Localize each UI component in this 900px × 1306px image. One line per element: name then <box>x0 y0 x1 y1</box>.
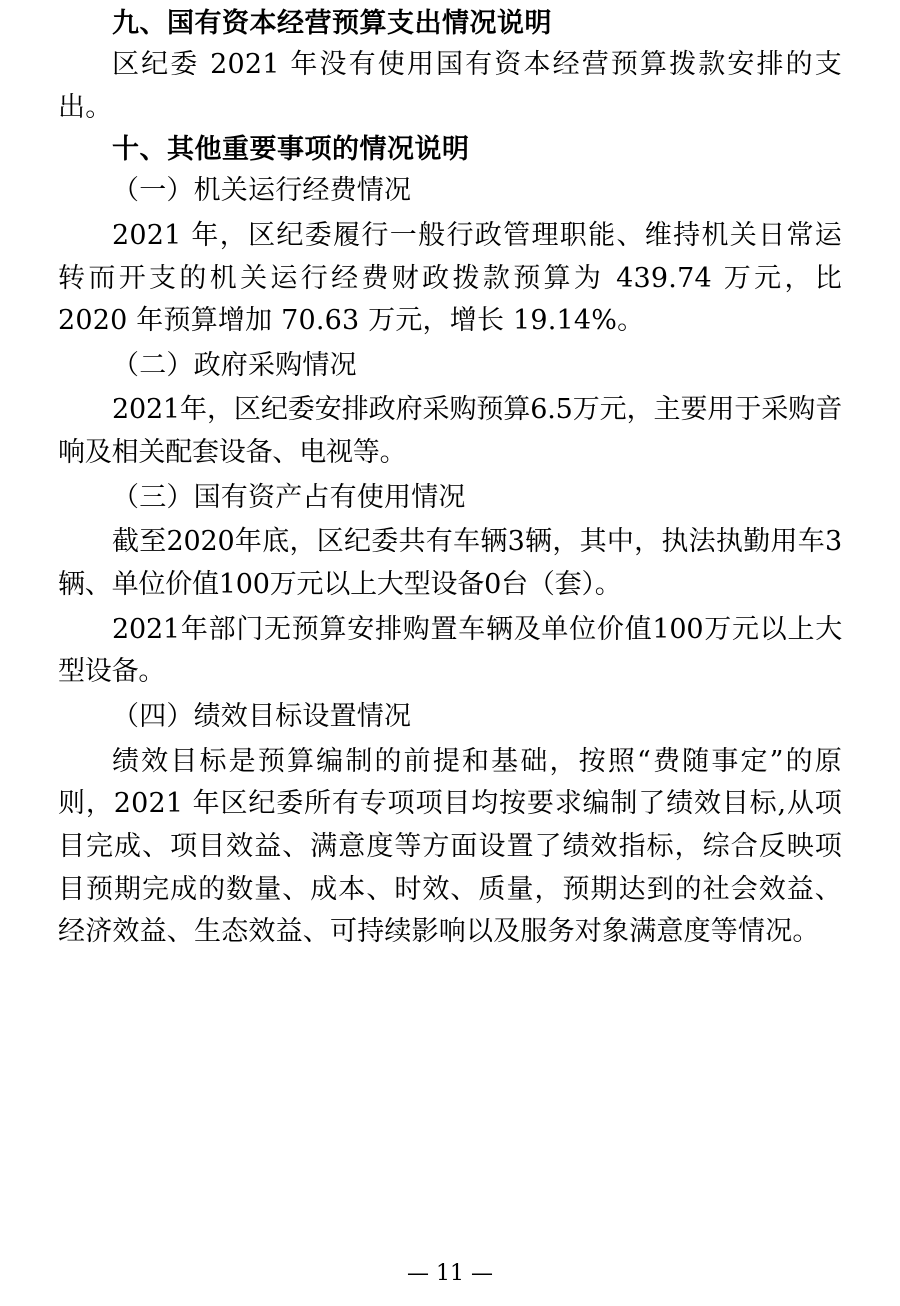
section-heading-ten: 十、其他重要事项的情况说明 <box>112 133 470 165</box>
paragraph-operating-expenses: 2021 年，区纪委履行一般行政管理职能、维持机关日常运转而开支的机关运行经费财政拨款预算为 439.74 万元，比 2020 年预算增加 70.63 万元，增长 19.14%。 <box>58 219 842 337</box>
document-body <box>58 0 842 954</box>
subsection-heading-government-procurement: （二）政府采购情况 <box>112 349 357 381</box>
section-heading-nine: 九、国有资本经营预算支出情况说明 <box>112 8 552 39</box>
paragraph-state-capital-expenditure: 区纪委 2021 年没有使用国有资本经营预算拨款安排的支出。 <box>58 49 842 124</box>
subsection-heading-performance-targets: （四）绩效目标设置情况 <box>112 701 412 733</box>
paragraph-state-assets-vehicles: 截至2020年底，区纪委共有车辆3辆，其中，执法执勤用车3辆、单位价值100万元以上大型设备0台（套）。 <box>58 526 842 601</box>
subsection-heading-state-assets: （三）国有资产占有使用情况 <box>112 481 466 513</box>
paragraph-government-procurement: 2021年，区纪委安排政府采购预算6.5万元，主要用于采购音响及相关配套设备、电视等。 <box>58 394 842 469</box>
page-number: — 11 — <box>407 1261 493 1286</box>
paragraph-no-budget-for-vehicles: 2021年部门无预算安排购置车辆及单位价值100万元以上大型设备。 <box>58 613 842 688</box>
subsection-heading-operating-expenses: （一）机关运行经费情况 <box>112 175 412 207</box>
paragraph-performance-targets: 绩效目标是预算编制的前提和基础，按照“费随事定”的原则，2021 年区纪委所有专项项目均按要求编制了绩效目标,从项目完成、项目效益、满意度等方面设置了绩效指标，综合反映项目预期完成的数量、成本、时效、质量，预期达到的社会效益、经济效益、生态效益、可持续影响以及服务对象满意度等情况。 <box>58 745 842 948</box>
page-footer <box>0 1261 900 1286</box>
